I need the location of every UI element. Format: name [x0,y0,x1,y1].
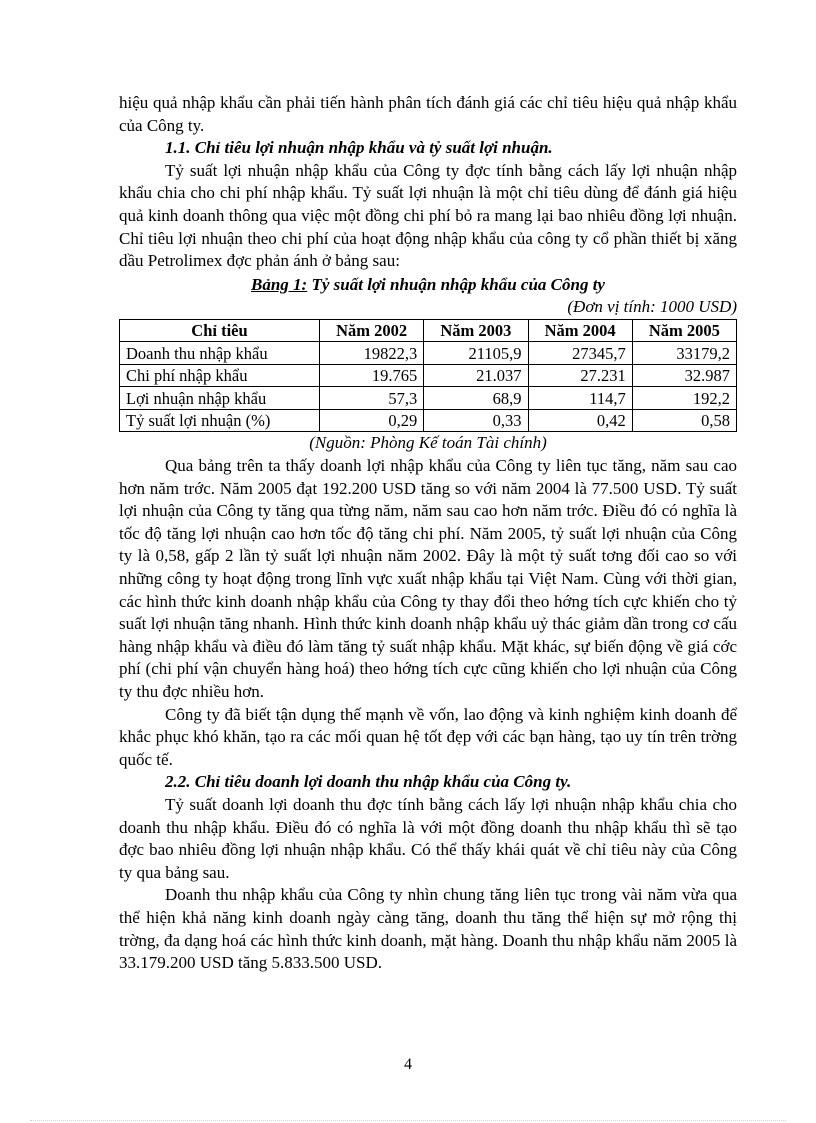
table-cell: 33179,2 [632,342,736,365]
header-cell: Năm 2002 [320,319,424,342]
page-number: 4 [404,1056,412,1073]
header-cell: Năm 2003 [424,319,528,342]
table-row [120,342,737,365]
row-label: Chi phí nhập khẩu [120,364,320,387]
table-header-row [120,319,737,342]
table-title [119,274,737,297]
row-label: Doanh thu nhập khẩu [120,342,320,365]
table-cell: 192,2 [632,387,736,410]
page-content [119,92,737,975]
table-cell: 0,42 [528,409,632,432]
paragraph-intro: hiệu quả nhập khẩu cần phải tiến hành phân tích đánh giá các chỉ tiêu hiệu quả nhập khẩu của Công ty. [119,93,737,135]
header-cell: Năm 2005 [632,319,736,342]
table-cell: 27345,7 [528,342,632,365]
table-cell: 27.231 [528,364,632,387]
paragraph-strengths: Công ty đã biết tận dụng thế mạnh về vốn, lao động và kinh nghiệm kinh doanh để khắc phục khó khăn, tạo ra các mối quan hệ tốt đẹp với các bạn hàng, tạo uy tín trên trờng quốc tế. [119,704,737,769]
table-cell: 32.987 [632,364,736,387]
table-cell: 0,33 [424,409,528,432]
table-cell: 0,58 [632,409,736,432]
paragraph-analysis: Qua bảng trên ta thấy doanh lợi nhập khẩu của Công ty liên tục tăng, năm sau cao hơn năm trớc. Năm 2005 đạt 192.200 USD tăng so với năm 2004 là 77.500 USD. Tỷ suất lợi nhuận của Công ty tăng qua từng năm, năm sau cao hơn năm trớc. Điều đó có nghĩa là tốc độ tăng lợi nhuận cao hơn tốc độ tăng chi phí. Năm 2005, tỷ suất lợi nhuận của Công ty là 0,58, gấp 2 lần tỷ suất lợi nhuận năm 2002. Đây là một tỷ suất tơng đối cao so với những công ty hoạt động trong lĩnh vực xuất nhập khẩu tại Việt Nam. Cùng với thời gian, các hình thức kinh doanh nhập khẩu của Công ty thay đổi theo hớng tích cực khiến cho tỷ suất lợi nhuận tăng nhanh. Hình thức kinh doanh nhập khẩu uỷ thác giảm dần trong cơ cấu hàng nhập khẩu và điều đó làm tăng tỷ suất nhập khẩu. Mặt khác, sự biến động về giá cớc phí (chi phí vận chuyển hàng hoá) theo hớng tích cực cũng khiến cho lợi nhuận của Công ty thu đợc nhiều hơn. [119,456,737,701]
table-row [120,364,737,387]
row-label: Tỷ suất lợi nhuận (%) [120,409,320,432]
paragraph-profit-rate: Tỷ suất lợi nhuận nhập khẩu của Công ty đợc tính bằng cách lấy lợi nhuận nhập khẩu chia cho chi phí nhập khẩu. Tỷ suất lợi nhuận là một chỉ tiêu dùng để đánh giá hiệu quả kinh doanh thông qua việc một đồng chi phí bỏ ra mang lại bao nhiêu đồng lợi nhuận. Chỉ tiêu lợi nhuận theo chi phí của hoạt động nhập khẩu của công ty cổ phần thiết bị xăng dầu Petrolimex đợc phản ánh ở bảng sau: [119,160,737,271]
table-cell: 68,9 [424,387,528,410]
table-cell: 19.765 [320,364,424,387]
table-cell: 21.037 [424,364,528,387]
table-cell: 21105,9 [424,342,528,365]
row-label: Lợi nhuận nhập khẩu [120,387,320,410]
table-unit: (Đơn vị tính: 1000 USD) [567,297,737,317]
table-cell: 57,3 [320,387,424,410]
paragraph-revenue: Doanh thu nhập khẩu của Công ty nhìn chung tăng liên tục trong vài năm vừa qua thể hiện khả năng kinh doanh ngày càng tăng, doanh thu tăng thể hiện sự mở rộng thị trờng, đa dạng hoá các hình thức kinh doanh, mặt hàng. Doanh thu nhập khẩu năm 2005 là 33.179.200 USD tăng 5.833.500 USD. [119,885,737,973]
table-row [120,409,737,432]
header-cell: Năm 2004 [528,319,632,342]
table-cell: 0,29 [320,409,424,432]
table-source: (Nguồn: Phòng Kế toán Tài chính) [309,433,547,453]
section-heading-2-2: 2.2. Chỉ tiêu doanh lợi doanh thu nhập khẩu của Công ty. [165,772,572,792]
table-cell: 19822,3 [320,342,424,365]
header-cell: Chỉ tiêu [120,319,320,342]
table-label: Bảng 1: [251,274,308,294]
table-cell: 114,7 [528,387,632,410]
table-title-text: Tỷ suất lợi nhuận nhập khẩu của Công ty [307,274,605,294]
paragraph-revenue-ratio: Tỷ suất doanh lợi doanh thu đợc tính bằng cách lấy lợi nhuận nhập khẩu chia cho doanh thu nhập khẩu. Điều đó có nghĩa là với một đồng doanh thu nhập khẩu thì sẽ tạo đợc bao nhiêu đồng lợi nhuận nhập khẩu. Có thể thấy khái quát về chỉ tiêu này của Công ty qua bảng sau. [119,794,737,882]
footer-divider [30,1120,786,1121]
table-row [120,387,737,410]
profit-table [119,319,737,433]
section-heading-1-1: 1.1. Chỉ tiêu lợi nhuận nhập khẩu và tỷ suất lợi nhuận. [165,138,553,158]
